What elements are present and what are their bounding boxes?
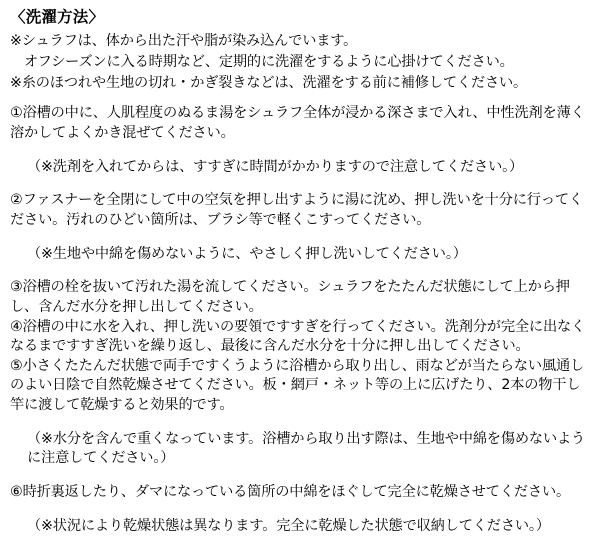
list-item [10, 483, 590, 536]
steps-list [10, 104, 590, 536]
list-item [10, 191, 590, 264]
step-text: ③浴槽の栓を抜いて汚れた湯を流してください。シュラフをたたんだ状態にして上から押し、含んだ水分を押し出してください。 [10, 279, 570, 316]
list-item [10, 318, 590, 357]
list-item [10, 357, 590, 469]
step-text: ④浴槽の中に水を入れ、押し洗いの要領ですすぎを行ってください。洗剤分が完全に出なくなるまですすぎ洗いを繰り返し、最後に含んだ水分を十分に押し出してください。 [10, 318, 586, 355]
step-note: （※生地や中綿を傷めないように、やさしく押し洗いしてください。） [27, 245, 467, 262]
list-item [10, 278, 590, 317]
section-spacer [10, 95, 590, 104]
intro-line: ※シュラフは、体から出た汗や脂が染み込んでいます。 [10, 33, 358, 50]
step-text: ⑤小さくたたんだ状態で両手ですくうように浴槽から取り出し、雨などが当たらない風通しのよい日陰で自然乾燥させてください。板・網戸・ネット等の上に広げたり、2本の物干し竿に渡して乾燥すると効果的です。 [10, 357, 585, 414]
step-text: ①浴槽の中に、人肌程度のぬるま湯をシュラフ全体が浸かる深さまで入れ、中性洗剤を薄く溶かしてよくかき混ぜてください。 [10, 105, 585, 141]
page-title: 〈洗濯方法〉 [10, 8, 105, 26]
step-text: ⑥時折裏返したり、ダマになっている箇所の中綿をほぐして完全に乾燥させてください。 [10, 484, 571, 501]
step-note: （※状況により乾燥状態は異なります。完全に乾燥した状態で収納してください。） [27, 517, 550, 534]
intro-line: オフシーズンに入る時期など、定期的に洗濯をするように心掛けてください。 [10, 53, 514, 70]
list-item [10, 104, 590, 177]
step-text: ②ファスナーを全閉にして中の空気を押し出すように湯に沈め、押し洗いを十分に行ってください。汚れのひどい箇所は、ブラシ等で軽くこすってください。 [10, 192, 583, 228]
step-note: （※水分を含んで重くなっています。浴槽から取り出す際は、生地や中綿を傷めないように注意してください。） [27, 430, 586, 467]
intro-line: ※糸のほつれや生地の切れ・かぎ裂きなどは、洗濯をする前に補修してください。 [10, 74, 528, 91]
intro-block [10, 32, 590, 93]
step-note: （※洗剤を入れてからは、すすぎに時間がかかりますので注意してください。） [27, 158, 524, 175]
